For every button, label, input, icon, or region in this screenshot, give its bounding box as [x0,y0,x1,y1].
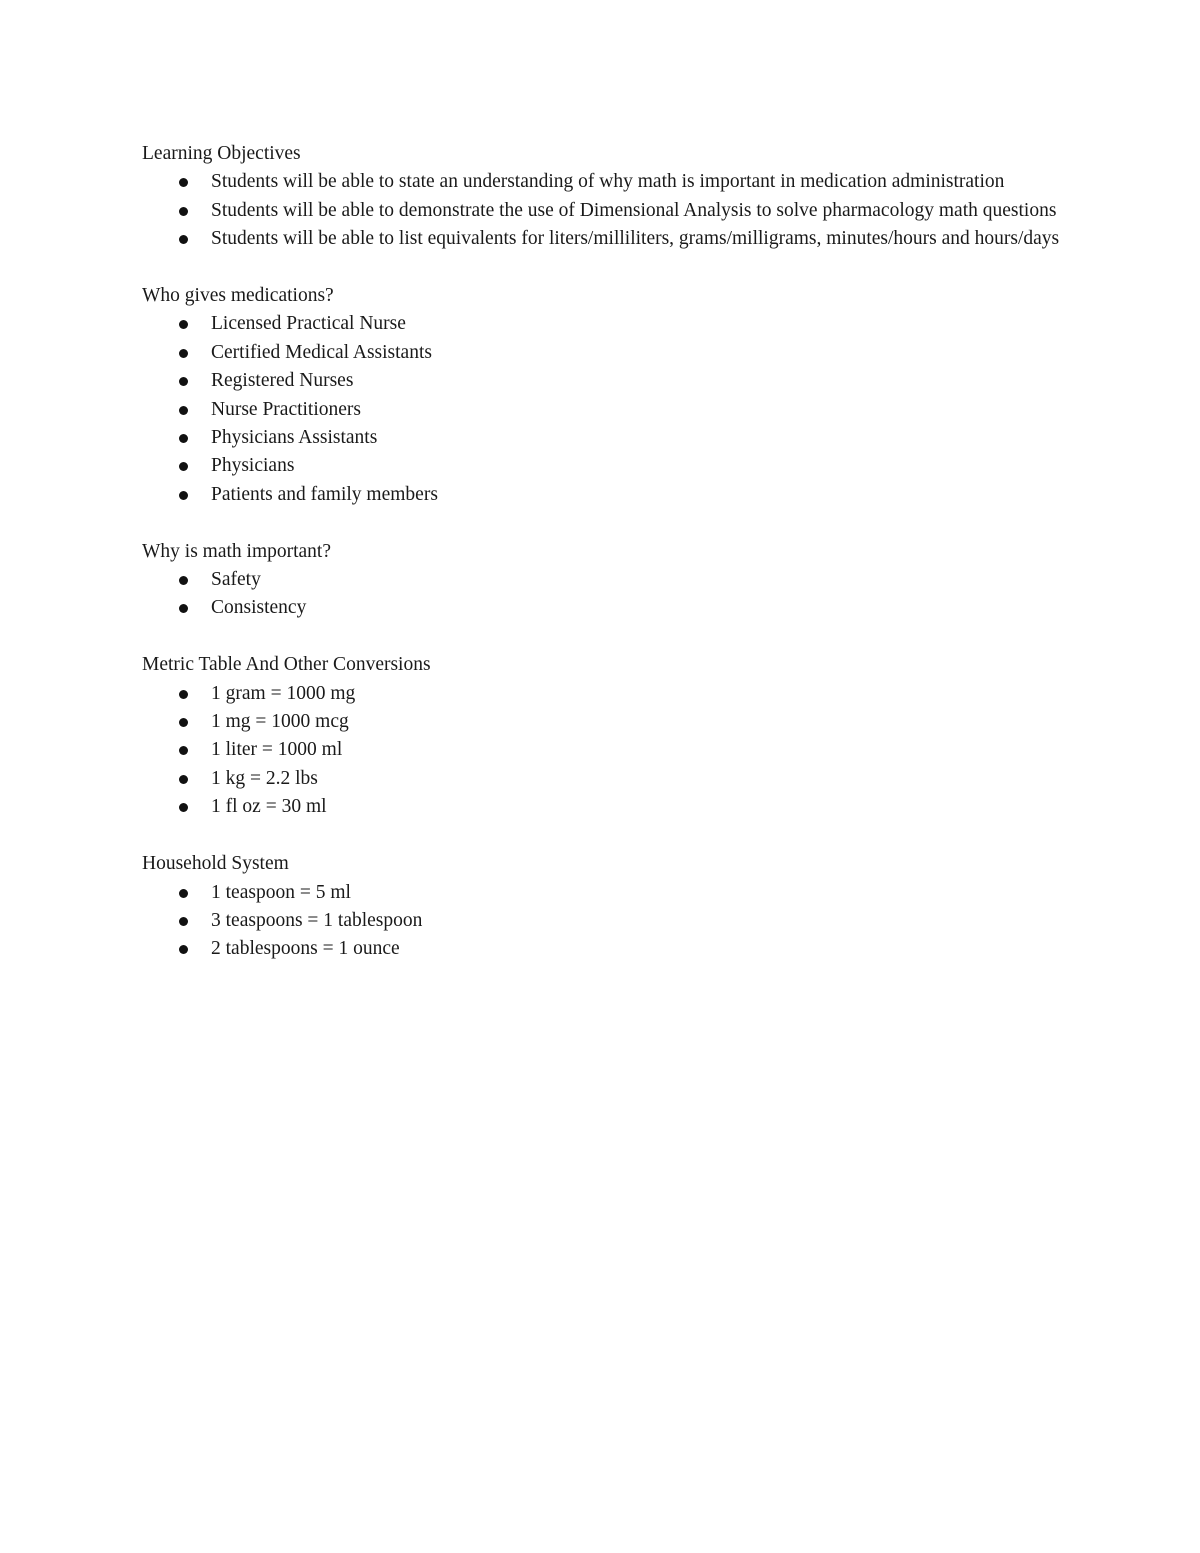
bullet-icon [179,320,188,329]
list-item [211,339,1062,367]
bullet-icon [179,235,188,244]
section-heading: Who gives medications? [142,285,334,307]
list-item [211,935,1062,963]
list-item-text: Certified Medical Assistants [211,341,432,363]
list-item-text: Students will be able to state an understanding of why math is important in medication administration [211,171,1005,193]
list-item [211,708,1062,736]
list-item [211,225,1062,253]
section-heading: Why is math important? [142,540,332,562]
bullet-icon [179,746,188,755]
bullet-icon [179,718,188,727]
list-item [211,793,1062,821]
list-item-text: 1 teaspoon = 5 ml [211,881,351,903]
list-item-text: Nurse Practitioners [211,398,362,420]
bullet-icon [179,377,188,386]
bullet-list [142,879,1062,964]
list-item-text: Safety [211,569,261,591]
list-item [211,452,1062,480]
list-item-text: 2 tablespoons = 1 ounce [211,938,400,960]
bullet-icon [179,406,188,415]
section-who-gives-medications [142,282,1062,509]
list-item-text: Students will be able to list equivalents for liters/milliliters, grams/milligrams, minutes/hours and hours/days [211,228,1060,250]
bullet-icon [179,775,188,784]
list-item [211,367,1062,395]
list-item [211,481,1062,509]
list-item [211,197,1062,225]
list-item-text: 1 mg = 1000 mcg [211,711,349,733]
section-household-system [142,850,1062,964]
bullet-icon [179,491,188,500]
list-item [211,396,1062,424]
bullet-list [142,566,1062,623]
bullet-icon [179,462,188,471]
bullet-icon [179,917,188,926]
bullet-icon [179,803,188,812]
list-item [211,879,1062,907]
section-why-is-math-important [142,538,1062,623]
list-item-text: 1 gram = 1000 mg [211,682,356,704]
section-heading: Household System [142,853,289,875]
bullet-icon [179,604,188,613]
list-item-text: 1 liter = 1000 ml [211,739,343,761]
section-learning-objectives [142,140,1062,254]
bullet-icon [179,690,188,699]
list-item-text: 1 kg = 2.2 lbs [211,767,318,789]
bullet-icon [179,349,188,358]
list-item-text: Physicians [211,455,295,477]
bullet-icon [179,945,188,954]
list-item [211,907,1062,935]
list-item [211,566,1062,594]
list-item-text: Registered Nurses [211,370,354,392]
list-item [211,736,1062,764]
section-metric-table [142,651,1062,821]
list-item [211,680,1062,708]
bullet-icon [179,889,188,898]
bullet-list [142,310,1062,509]
list-item-text: Consistency [211,597,307,619]
list-item-text: Licensed Practical Nurse [211,313,406,335]
list-item-text: 1 fl oz = 30 ml [211,796,327,818]
list-item-text: Students will be able to demonstrate the use of Dimensional Analysis to solve pharmacology math questions [211,199,1057,221]
bullet-icon [179,207,188,216]
list-item [211,310,1062,338]
bullet-icon [179,178,188,187]
list-item [211,168,1062,196]
list-item [211,424,1062,452]
bullet-list [142,680,1062,822]
section-heading: Metric Table And Other Conversions [142,654,431,676]
list-item-text: Physicians Assistants [211,427,378,449]
list-item [211,594,1062,622]
list-item-text: Patients and family members [211,483,438,505]
list-item [211,765,1062,793]
bullet-list [142,168,1062,253]
document-body [142,140,1062,992]
bullet-icon [179,434,188,443]
section-heading: Learning Objectives [142,143,301,164]
bullet-icon [179,576,188,585]
list-item-text: 3 teaspoons = 1 tablespoon [211,909,423,931]
